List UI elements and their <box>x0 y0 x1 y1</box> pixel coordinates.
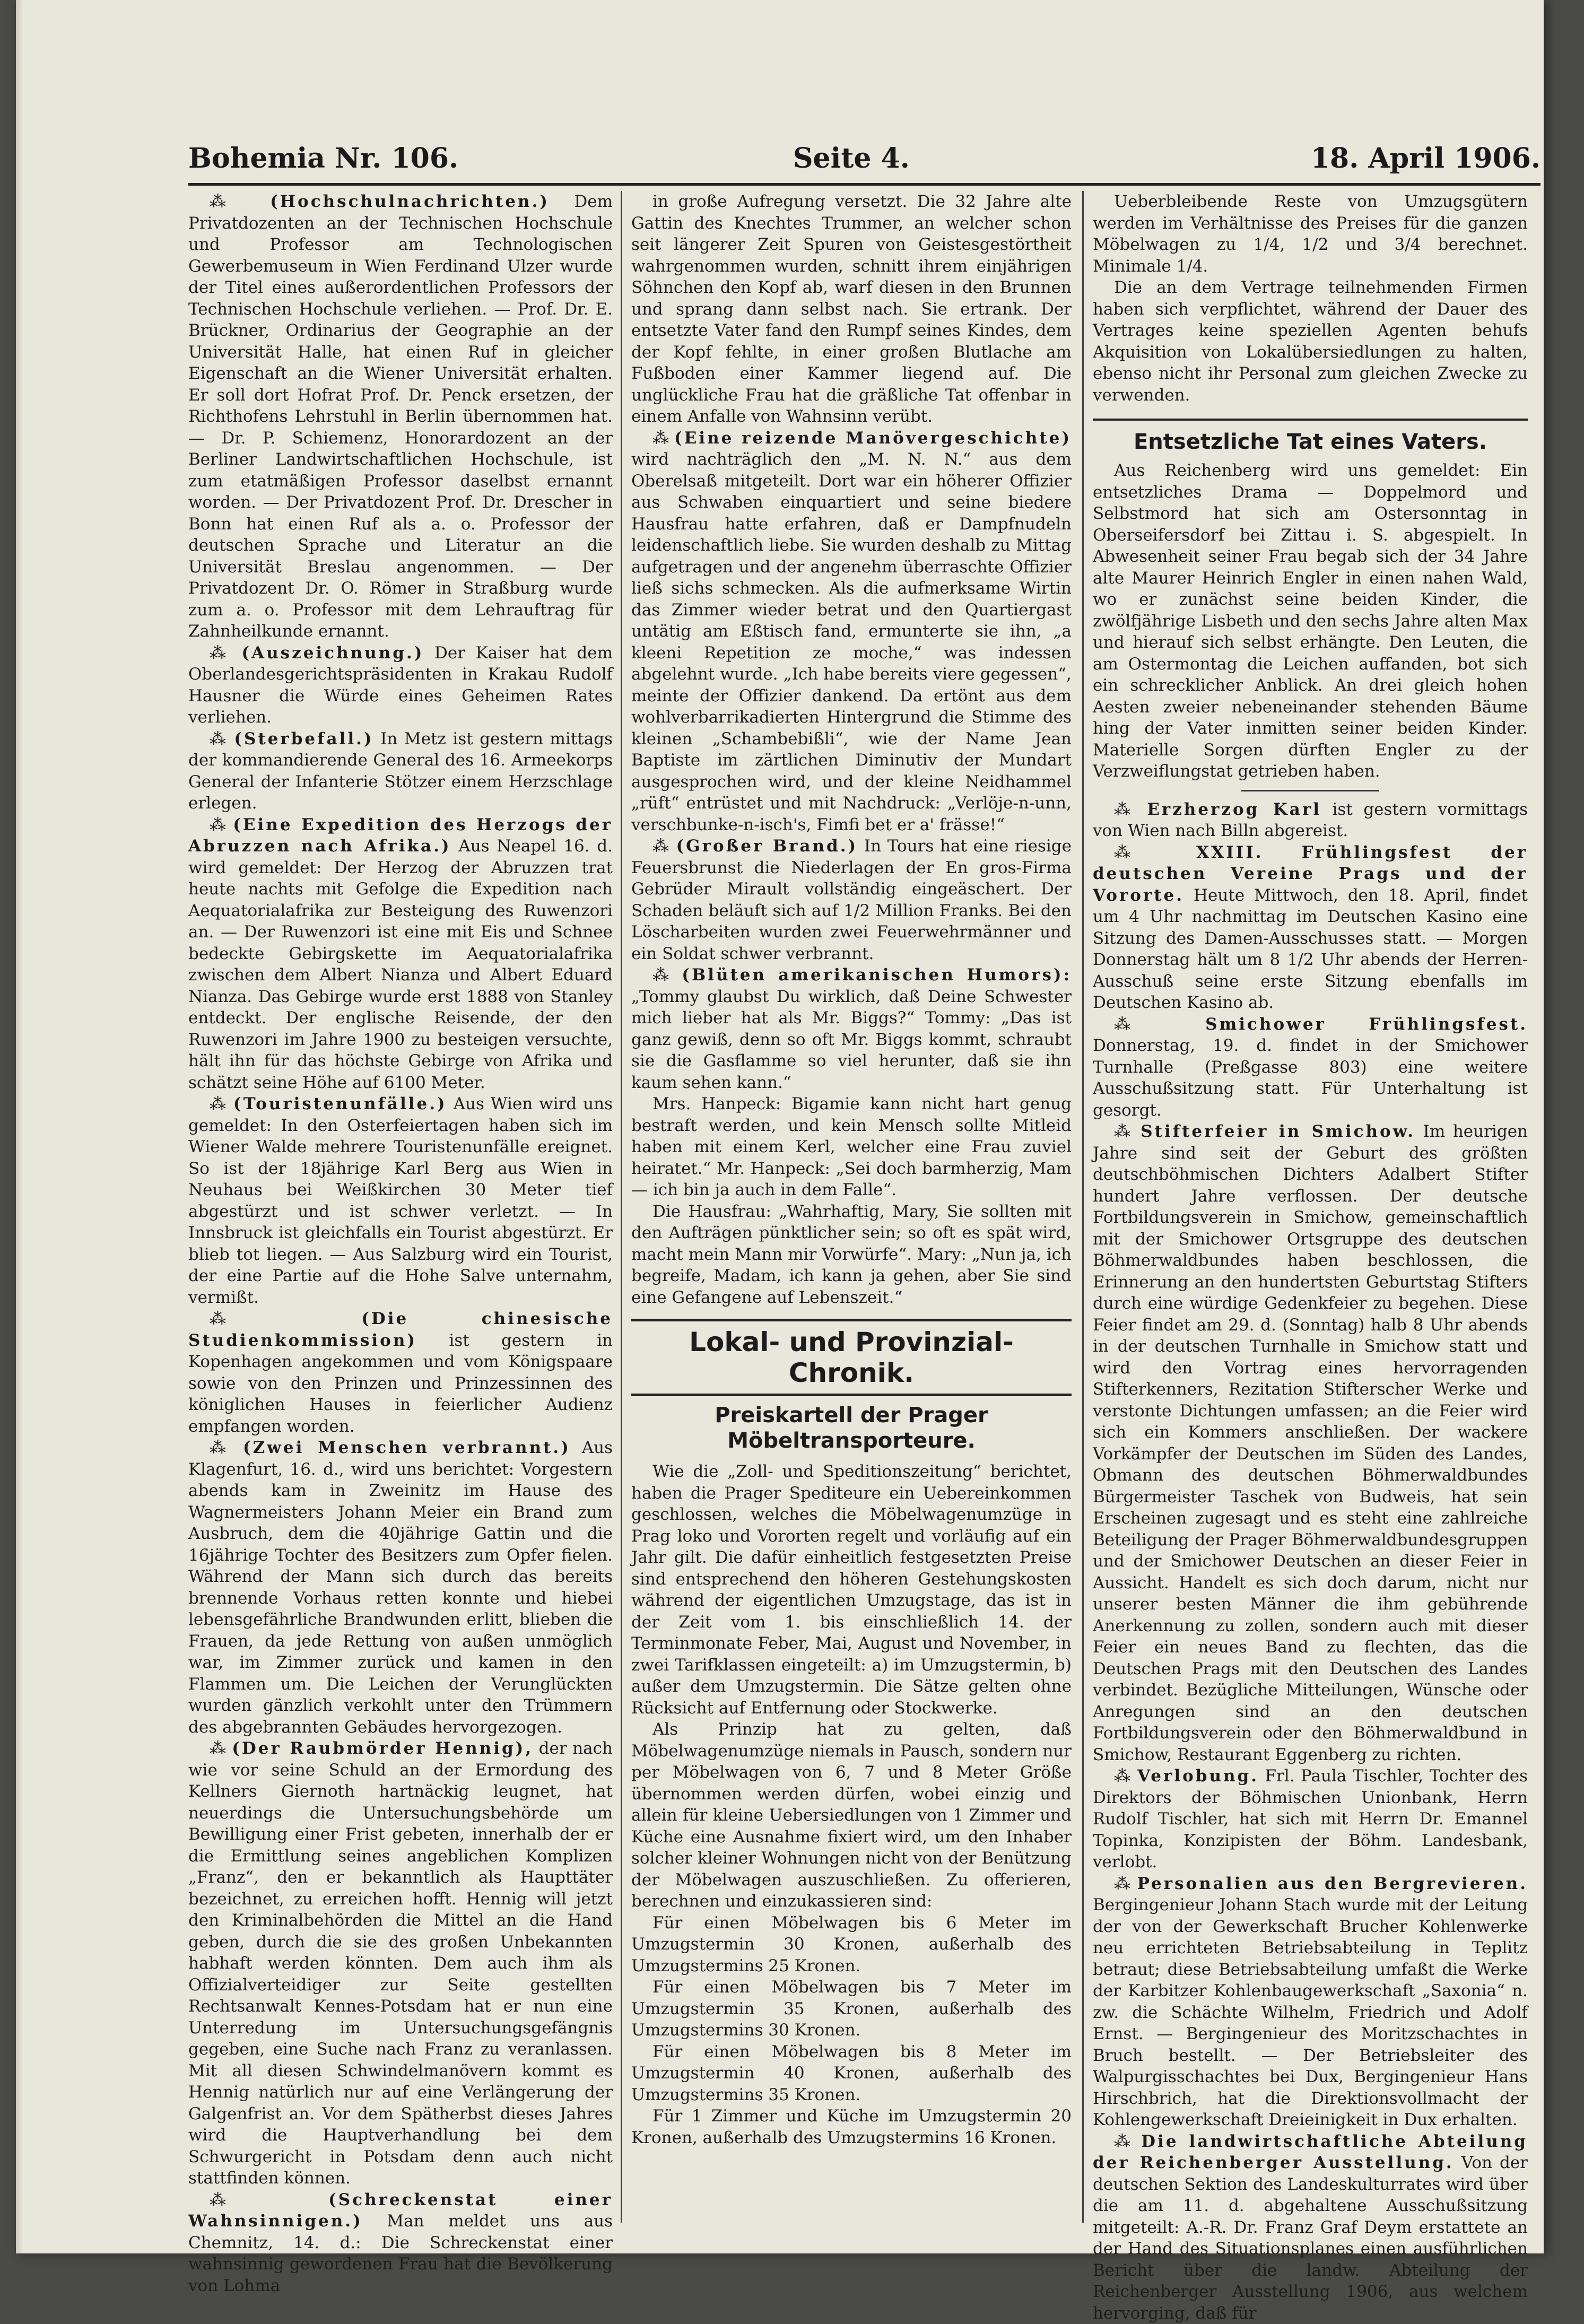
news-item <box>188 642 613 728</box>
news-item-heading: Smichower Frühlingsfest. <box>1205 1015 1528 1034</box>
news-item-heading: Erzherzog Karl <box>1147 800 1321 819</box>
article-title: Preiskartell der Prager Möbeltransporteure. <box>631 1403 1072 1453</box>
news-item-text: Im heurigen Jahre sind seit der Geburt des größten deutschböhmischen Dichters Adalbert Stifter hundert Jahre verflossen. Der deutsche Fortbildungsverein in Smichow, gemeinschaftlich mit der Smichower Ortsgruppe des deutschen Böhmerwaldbundes haben beschlossen, die Erinnerung an den hundertsten Geburtstag Stifters durch eine würdige Gedenkfeier zu begehen. Diese Feier findet am 29. d. (Sonntag) halb 8 Uhr abends in der deutschen Turnhalle in Smichow statt und wird den Vortrag eines hervorragenden Stifterkenners, Rezitation Stifterscher Werke und verstonte Dichtungen umfassen; an die Feier wird sich ein Kommers anschließen. Der wackere Vorkämpfer der Deutschen im Süden des Landes, Obmann des deutschen Böhmerwaldbundes Bürgermeister Taschek von Budweis, hat sein Erscheinen zugesagt und es steht eine zahlreiche Beteiligung der Prager Böhmerwaldbundesgruppen und der Smichower Deutschen an dieser Feier in Aussicht. Handelt es sich doch darum, nicht nur unserer besten Männer die ihm gebührende Anerkennung zu zollen, sondern auch mit dieser Feier ein neues Band zu flechten, das die Deutschen Prags mit den Deutschen des Landes verbindet. Bezügliche Mitteilungen, Wünsche oder Anregungen sind an den deutschen Fortbildungsverein oder den Böhmerwaldbund in Smichow, Restaurant Eggenberg zu richten. <box>1093 1122 1528 1764</box>
header-masthead: Bohemia Nr. 106. <box>188 142 458 175</box>
news-item-text: Von der deutschen Sektion des Landeskulturrates wird über die am 11. d. abgehaltene Ausschußsitzung mitgeteilt: A.-R. Dr. Franz Graf Deym erstattete an der Hand des Situationsplanes einen ausführlichen Bericht über die landw. Abteilung der Reichenberger Ausstellung 1906, aus welchem hervorging, daß für <box>1093 2153 1528 2323</box>
news-item-text: Aus Neapel 16. d. wird gemeldet: Der Herzog der Abruzzen trat heute nachts mit Gefolge die Expedition nach Aequatorialafrika zur Besteigung des Ruwenzori an. — Der Ruwenzori ist eine mit Eis und Schnee bedeckte Gebirgskette im Aequatorialafrika zwischen dem Albert Nianza und Albert Eduard Nianza. Das Gebirge wurde erst 1888 von Stanley entdeckt. Der englische Reisende, der den Ruwenzori im Jahre 1900 zu besteigen versuchte, hält ihn für das höchste Gebirge von Afrika und schätzt seine Höhe auf 6100 Meter. <box>188 837 613 1092</box>
news-item <box>1093 191 1528 277</box>
asterism-marker: ⁂ <box>210 643 241 663</box>
news-item-text: In Metz ist gestern mittags der kommandierende General des 16. Armeekorps General der Infanterie Stötzer einem Herzschlage erlegen. <box>188 729 613 813</box>
news-item-heading: (Eine reizende Manövergeschichte) <box>674 429 1072 448</box>
asterism-marker: ⁂ <box>652 429 674 448</box>
news-item <box>631 428 1072 836</box>
news-item-text: Aus Reichenberg wird uns gemeldet: Ein entsetzliches Drama — Doppelmord und Selbstmord hat sich am Ostersonntag in Oberseifersdorf bei Zittau i. S. abgespielt. In Abwesenheit seiner Frau begab sich der 34 Jahre alte Maurer Heinrich Engler in einen nahen Wald, wo er zunächst seine beiden Kinder, die zwölfjährige Lisbeth und den sechs Jahre alten Max und hierauf sich selbst erhängte. Den Leuten, die am Ostermontag die Leichen auffanden, bot sich ein schrecklicher Anblick. An drei gleich hohen Aesten zweier nebeneinander stehenden Bäume hing der Vater inmitten seiner beiden Kinder. Materielle Sorgen dürften Engler zu der Verzweiflungstat getrieben haben. <box>1093 461 1528 781</box>
news-item-heading: Die landwirtschaftliche Abteilung der Reichenberger Ausstellung. <box>1093 2132 1528 2173</box>
news-item-text: Aus Wien wird uns gemeldet: In den Osterfeiertagen haben sich im Wiener Walde mehrere Touristenunfälle ereignet. So ist der 18jährige Karl Berg aus Wien in Neuhaus bei Weißkirchen 30 Meter tief abgestürzt und ist schwer verletzt. — In Innsbruck ist gleichfalls ein Tourist abgestürzt. Er blieb tot liegen. — Aus Salzburg wird ein Tourist, der eine Partie auf die Hohe Salve unternahm, vermißt. <box>188 1094 613 1307</box>
news-item-text: Dem Privatdozenten an der Technischen Hochschule und Professor am Technologischen Gewerbemuseum in Wien Ferdinand Ulzer wurde der Titel eines außerordentlichen Professors der Technischen Hochschule verliehen. — Prof. Dr. E. Brückner, Ordinarius der Geographie an der Universität Halle, hat einen Ruf in gleicher Eigenschaft an die Wiener Universität erhalten. Er soll dort Hofrat Prof. Dr. Penck ersetzen, der Richthofens Lehrstuhl in Berlin übernommen hat. — Dr. P. Schiemenz, Honorardozent an der Berliner Landwirtschaftlichen Hochschule, ist zum etatmäßigen Professor daselbst ernannt worden. — Der Privatdozent Prof. Dr. Drescher in Bonn hat einen Ruf als a. o. Professor der deutschen Sprache und Literatur an die Universität Breslau angenommen. — Der Privatdozent Dr. O. Römer in Straßburg wurde zum a. o. Professor mit dem Lehrauftrag für Zahnheilkunde ernannt. <box>188 192 613 641</box>
news-item-heading: (Eine Expedition des Herzogs der Abruzzen nach Afrika.) <box>188 815 613 856</box>
news-item-text: Man meldet uns aus Chemnitz, 14. d.: Die Schreckenstat einer wahnsinnig gewordenen Frau hat die Bevölkerung von Lohma <box>188 2212 613 2295</box>
article-rule <box>1241 790 1379 791</box>
news-item-heading: (Auszeichnung.) <box>241 643 424 663</box>
news-item-text: ist gestern vormittags von Wien nach Billn abgereist. <box>1093 800 1528 841</box>
article-title: Entsetzliche Tat eines Vaters. <box>1093 419 1528 455</box>
news-item-text: ist gestern in Kopenhagen angekommen und vom Königspaare sowie von den Prinzen und Prinzessinnen des königlichen Hauses in feierlicher Audienz empfangen worden. <box>188 1331 613 1436</box>
news-item <box>1093 1873 1528 2131</box>
asterism-marker: ⁂ <box>210 1309 361 1328</box>
news-item <box>188 1437 613 1738</box>
news-item-heading: Personalien aus den Bergrevieren. <box>1137 1874 1528 1893</box>
asterism-marker: ⁂ <box>210 1438 243 1457</box>
news-item <box>188 1093 613 1308</box>
news-item-text: Für einen Möbelwagen bis 6 Meter im Umzugstermin 30 Kronen, außerhalb des Umzugstermins 25 Kronen. <box>631 1913 1072 1975</box>
news-item-text: Mrs. Hanpeck: Bigamie kann nicht hart genug bestraft werden, und kein Mensch sollte Mitleid haben mit einem Kerl, welcher eine Frau zuviel heiratet.“ Mr. Hanpeck: „Sei doch barmherzig, Mam — ich bin ja auch in dem Falle“. <box>631 1094 1072 1199</box>
news-item-text: Für 1 Zimmer und Küche im Umzugstermin 20 Kronen, außerhalb des Umzugstermins 16 Kronen. <box>631 2107 1072 2147</box>
news-item <box>188 1738 613 2189</box>
asterism-marker: ⁂ <box>210 729 234 748</box>
news-item-heading: (Der Raubmörder Hennig), <box>232 1739 533 1758</box>
news-item <box>631 1912 1072 1977</box>
asterism-marker: ⁂ <box>1114 1874 1137 1893</box>
news-item <box>188 814 613 1094</box>
news-item-heading: (Hochschulnachrichten.) <box>270 192 550 211</box>
news-item <box>631 1719 1072 1912</box>
asterism-marker: ⁂ <box>1114 1122 1141 1141</box>
news-item <box>631 2041 1072 2106</box>
news-item <box>631 964 1072 1093</box>
column-divider <box>1082 191 1084 2223</box>
column-2-news-items <box>631 191 1072 1308</box>
news-item <box>188 1308 613 1437</box>
header-page-number: Seite 4. <box>793 142 910 175</box>
news-item <box>631 2105 1072 2148</box>
news-item-text: wird nachträglich den „M. N. N.“ aus dem Oberelsaß mitgeteilt. Dort war ein höherer Offizier aus Schwaben einquartiert und seine biedere Hausfrau hatte erfahren, daß er Dampfnudeln leidenschaftlich liebe. Sie wurden deshalb zu Mittag aufgetragen und der angenehm überraschte Offizier ließ sichs schmecken. Als die aufmerksame Wirtin das Zimmer wieder betrat und den Quartiergast untätig am Eßtisch fand, ermunterte sie ihn, „a kleeni Repetition ze moche,“ was indessen abgelehnt wurde. „Ich habe bereits viere gegessen“, meinte der Offizier dankend. Da ertönt aus dem wohlverbarrikadierten Hintergrund die Stimme des kleinen „Schambebißli“, wie der Name Jean Baptiste im zärtlichen Diminutiv der Mundart ausgesprochen wird, und der kleine Neidhammel „rüft“ entrüstet und mit Nachdruck: „Verlöje-n-unn, verschbunke-n-isch's, Fimfi bet er a' frässe!“ <box>631 450 1072 834</box>
asterism-marker: ⁂ <box>210 1739 232 1758</box>
news-item-text: Der Kaiser hat dem Oberlandesgerichtspräsidenten in Krakau Rudolf Hausner die Würde eines Geheimen Rates verliehen. <box>188 643 613 727</box>
news-item-text: Donnerstag, 19. d. findet in der Smichower Turnhalle (Preßgasse 803) eine weitere Ausschußsitzung statt. Für Unterhaltung ist gesorgt. <box>1093 1036 1528 1120</box>
news-item-heading: (Die chinesische Studienkommission) <box>188 1309 613 1350</box>
asterism-marker: ⁂ <box>1114 2132 1141 2151</box>
news-item <box>188 728 613 814</box>
column-3-news-items <box>1093 799 1528 2324</box>
news-item-text: Als Prinzip hat zu gelten, daß Möbelwagenumzüge niemals in Pausch, sondern nur per Möbelwagen von 6, 7 und 8 Meter Größe übernommen werden dürfen, wobei einzig und allein für kleine Uebersiedlungen von 1 Zimmer und Küche eine Ausnahme fixiert wird, um den Inhaber solcher kleiner Wohnungen nicht von der Benützung der Möbelwagen auszuschließen. Zu offerieren, berechnen und einzukassieren sind: <box>631 1720 1072 1911</box>
news-item-heading: (Sterbefall.) <box>234 729 373 748</box>
news-item-text: Bergingenieur Johann Stach wurde mit der Leitung der von der Gewerkschaft Brucher Kohlenwerke neu errichteten Betriebsabteilung in Teplitz betraut; diese Betriebsabteilung umfaßt die Werke der Karbitzer Kohlenbaugewerkschaft „Saxonia“ n. zw. die Schächte Wilhelm, Friedrich und Adolf Ernst. — Bergingenieur des Moritzschachtes in Bruch bestellt. — Der Betriebsleiter des Walpurgisschachtes bei Dux, Bergingenieur Hans Hirschbrich, hat die Direktionsvollmacht der Kohlengewerkschaft Dreieinigkeit in Dux erhalten. <box>1093 1895 1528 2129</box>
news-item <box>631 835 1072 964</box>
asterism-marker: ⁂ <box>1114 800 1147 819</box>
header-rule <box>188 183 1541 186</box>
news-item-heading: (Touristenunfälle.) <box>233 1094 447 1113</box>
news-item-text: „Tommy glaubst Du wirklich, daß Deine Schwester mich lieber hat als Mr. Biggs?“ Tommy: „Das ist ganz gewiß, denn so oft Mr. Biggs kommt, schraubt sie die Gasflamme so viel herunter, daß sie ihn kaum sehen kann.“ <box>631 987 1072 1092</box>
column-2 <box>631 191 1072 2250</box>
asterism-marker: ⁂ <box>210 192 270 211</box>
news-item-text: Die Hausfrau: „Wahrhaftig, Mary, Sie sollten mit den Aufträgen pünktlicher sein; so oft es spät wird, macht mein Mann mir Vorwürfe“. Mary: „Nun ja, ich begreife, Madam, ich kann ja gehen, aber Sie sind eine Gefangene auf Lebenszeit.“ <box>631 1202 1072 1307</box>
header-date: 18. April 1906. <box>1311 142 1541 175</box>
asterism-marker: ⁂ <box>1114 1766 1137 1786</box>
news-item-heading: (Großer Brand.) <box>676 837 858 856</box>
column-1 <box>188 191 613 2250</box>
news-item-text: Heute Mittwoch, den 18. April, findet um 4 Uhr nachmittag im Deutschen Kasino eine Sitzung des Damen-Ausschusses statt. — Morgen Donnerstag hält um 8 1/2 Uhr abends der Herren-Ausschuß seine erste Sitzung ebenfalls im Deutschen Kasino ab. <box>1093 886 1528 1013</box>
news-item <box>1093 1765 1528 1873</box>
news-item <box>1093 842 1528 1014</box>
news-item <box>1093 2131 1528 2324</box>
asterism-marker: ⁂ <box>1114 1015 1205 1034</box>
news-item <box>1093 1014 1528 1121</box>
news-item-heading: Verlobung. <box>1137 1766 1259 1786</box>
asterism-marker: ⁂ <box>210 2190 328 2209</box>
column-divider <box>621 191 622 2223</box>
page-binding-edge <box>16 0 23 2253</box>
news-item-text: In Tours hat eine riesige Feuersbrunst die Niederlagen der En gros-Firma Gebrüder Mirault vollständig eingeäschert. Der Schaden beläuft sich auf 1/2 Million Franks. Bei den Löscharbeiten wurden zwei Feuerwehrmänner und ein Soldat schwer verbrannt. <box>631 837 1072 963</box>
news-item-heading: (Schreckenstat einer Wahnsinnigen.) <box>188 2190 613 2231</box>
news-item-text: Für einen Möbelwagen bis 7 Meter im Umzugstermin 35 Kronen, außerhalb des Umzugstermins 30 Kronen. <box>631 1978 1072 2040</box>
news-item-text: Wie die „Zoll- und Speditionszeitung“ berichtet, haben die Prager Spediteure ein Uebereinkommen geschlossen, welches die Möbelwagenumzüge in Prag loko und Vororten regelt und vorläufig auf ein Jahr gilt. Die dafür einheitlich festgesetzten Preise sind entsprechend den höheren Gestehungskosten während der eigentlichen Umzugstage, das ist in der Zeit vom 1. bis einschließlich 14. der Terminmonate Feber, Mai, August und November, in zwei Tarifklassen eingeteilt: a) im Umzugstermin, b) außer dem Umzugstermin. Die Sätze gelten ohne Rücksicht auf Entfernung oder Stockwerke. <box>631 1462 1072 1718</box>
news-item <box>631 1461 1072 1719</box>
asterism-marker: ⁂ <box>210 1094 233 1113</box>
news-item-text: Frl. Paula Tischler, Tochter des Direktors der Böhmischen Unionbank, Herrn Rudolf Tischler, hat sich mit Herrn Dr. Emannel Topinka, Konzipisten der Böhm. Landesbank, verlobt. <box>1093 1766 1528 1872</box>
news-item <box>631 191 1072 428</box>
news-item <box>188 191 613 642</box>
news-item <box>631 1093 1072 1201</box>
asterism-marker: ⁂ <box>652 837 676 856</box>
news-item <box>1093 1121 1528 1765</box>
news-item-heading: (Blüten amerikanischen Humors): <box>682 965 1072 985</box>
article-body <box>631 1461 1072 2148</box>
news-item <box>1093 799 1528 842</box>
news-item-text: Aus Klagenfurt, 16. d., wird uns berichtet: Vorgestern abends kam in Zweinitz im Hause des Wagnermeisters Johann Meier ein Brand zum Ausbruch, dem die 40jährige Gattin und die 16jährige Tochter des Besitzers zum Opfer fielen. Während der Mann sich durch das bereits brennende Vorhaus retten konnte und hiebei lebensgefährliche Brandwunden erlitt, blieben die Frauen, da jede Rettung von außen unmöglich war, im Zimmer zurück und kamen in den Flammen um. Die Leichen der Verunglückten wurden gänzlich verkohlt unter den Trümmern des abgebrannten Gebäudes hervorgezogen. <box>188 1438 613 1737</box>
news-item-heading: Stifterfeier in Smichow. <box>1141 1122 1415 1141</box>
article-body <box>1093 460 1528 782</box>
column-3 <box>1093 191 1528 2250</box>
news-item-text: Ueberbleibende Reste von Umzugsgütern werden im Verhältnisse des Preises für die ganzen Möbelwagen zu 1/4, 1/2 und 3/4 berechnet. Minimale 1/4. <box>1093 192 1528 276</box>
page-header <box>188 142 1541 180</box>
news-item-text: in große Aufregung versetzt. Die 32 Jahre alte Gattin des Knechtes Trummer, an welcher schon seit längerer Zeit Spuren von Geistesgestörtheit wahrgenommen wurden, schnitt ihrem einjährigen Söhnchen den Kopf ab, warf diesen in den Brunnen und sprang dann selbst nach. Sie ertrank. Der entsetzte Vater fand den Rumpf seines Kindes, dem der Kopf fehlte, in einer großen Blutlache am Fußboden einer Kammer liegend auf. Die unglückliche Frau hat die gräßliche Tat offenbar in einem Anfalle von Wahnsinn verübt. <box>631 192 1072 426</box>
article-continuation <box>1093 191 1528 406</box>
news-item <box>1093 277 1528 406</box>
news-item <box>631 1977 1072 2041</box>
asterism-marker: ⁂ <box>210 815 233 834</box>
news-item <box>631 1201 1072 1309</box>
news-item-text: Die an dem Vertrage teilnehmenden Firmen haben sich verpflichtet, während der Dauer des Vertrages keine speziellen Agenten behufs Akquisition von Lokalübersiedlungen zu halten, ebenso nicht ihr Personal zum gleichen Zwecke zu verwenden. <box>1093 278 1528 405</box>
section-title: Lokal- und Provinzial-Chronik. <box>631 1319 1072 1396</box>
news-item-heading: XXIII. Frühlingsfest der deutschen Vereine Prags und der Vororte. <box>1093 843 1528 905</box>
asterism-marker: ⁂ <box>1114 843 1196 862</box>
news-item-text: der nach wie vor seine Schuld an der Ermordung des Kellners Giernoth hartnäckig leugnet, hat neuerdings die Untersuchungsbehörde um Bewilligung einer Frist gebeten, innerhalb der er die Ermittlung seines angeblichen Komplizen „Franz“, den er bekanntlich als Haupttäter bezeichnet, zu erreichen hofft. Hennig will jetzt den Kriminalbehörden die Mittel an die Hand geben, durch die sie des großen Unbekannten habhaft werden könnten. Dem auch ihm als Offizialverteidiger zur Seite gestellten Rechtsanwalt Kennes-Potsdam hat er nun eine Unterredung im Untersuchungsgefängnis gegeben, eine Suche nach Franz zu veranlassen. Mit all diesen Schwindelmanövern kommt es Hennig natürlich nur auf eine Verlängerung der Galgenfrist an. Vor dem Spätherbst dieses Jahres wird die Hauptverhandlung bei dem Schwurgericht in Potsdam denn auch nicht stattfinden können. <box>188 1739 613 2188</box>
news-item <box>1093 460 1528 782</box>
news-item-heading: (Zwei Menschen verbrannt.) <box>243 1438 571 1457</box>
news-item <box>188 2189 613 2297</box>
asterism-marker: ⁂ <box>652 965 682 985</box>
news-item-text: Für einen Möbelwagen bis 8 Meter im Umzugstermin 40 Kronen, außerhalb des Umzugstermins 35 Kronen. <box>631 2042 1072 2104</box>
